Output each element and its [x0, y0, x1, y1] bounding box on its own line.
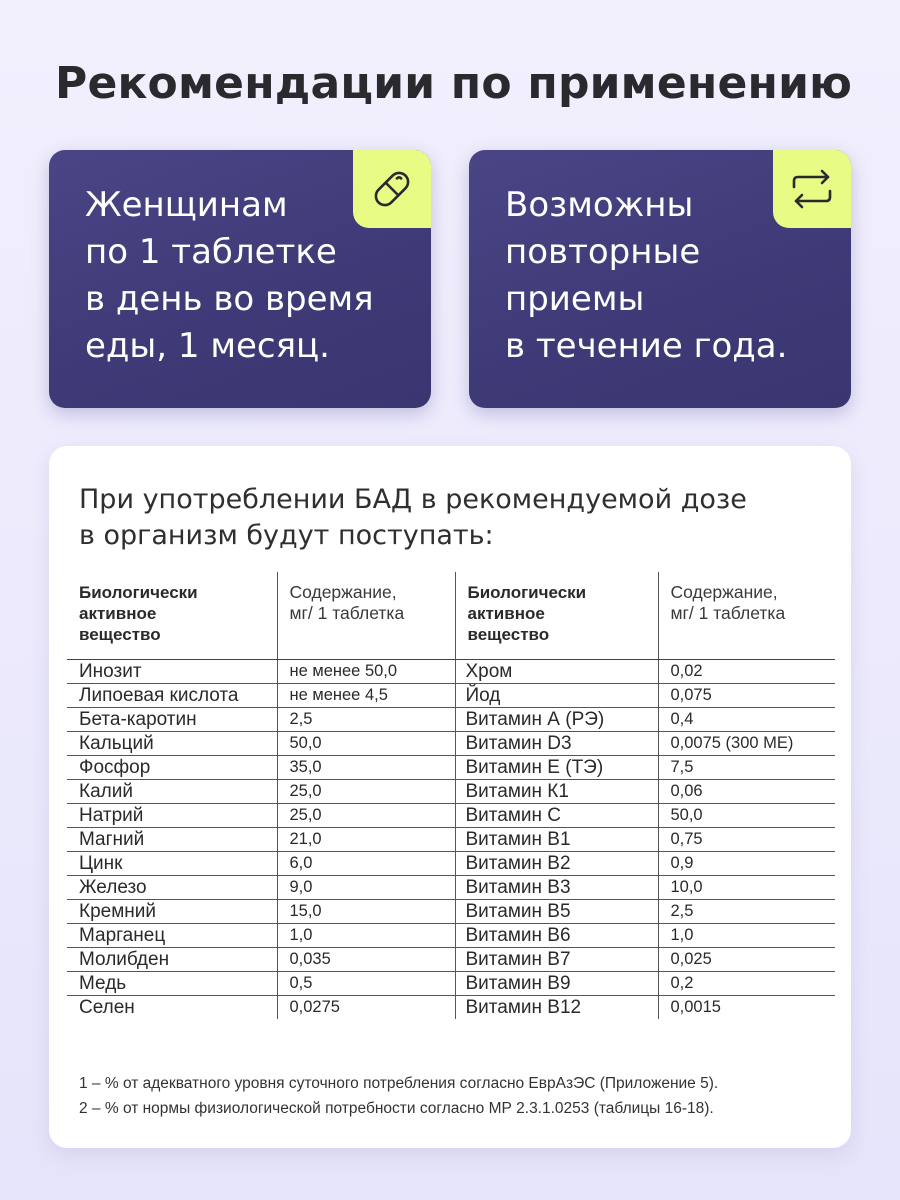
substance-name: Селен: [79, 997, 135, 1018]
substance-amount: 0,0075 (300 МЕ): [658, 732, 835, 756]
header-amount: Содержание, мг/ 1 таблетка: [277, 572, 455, 660]
dosage-card: [49, 150, 431, 408]
repeat-line: приемы: [505, 279, 645, 319]
substance-name: Витамин В2: [455, 852, 658, 876]
substance-name: Медь: [67, 972, 277, 996]
dosage-line: Женщинам: [85, 185, 288, 225]
substance-name: Йод: [455, 684, 658, 708]
table-row: [67, 660, 835, 684]
substance-amount: 0,06: [658, 780, 835, 804]
table-row: [67, 996, 835, 1020]
table-row: [67, 756, 835, 780]
footnote: 1 – % от адекватного уровня суточного потребления согласно ЕврАзЭС (Приложение 5).: [79, 1075, 719, 1092]
substance-amount: 0,2: [658, 972, 835, 996]
table-row: [67, 732, 835, 756]
substance-name: Натрий: [67, 804, 277, 828]
substance-amount: 0,0275: [277, 996, 455, 1020]
table-row: [67, 900, 835, 924]
substance-amount: 0,035: [277, 948, 455, 972]
substance-amount: 0,5: [277, 972, 455, 996]
table-row: [67, 804, 835, 828]
intro-line: При употреблении БАД в рекомендуемой дозе: [79, 484, 747, 515]
substance-amount: 10,0: [658, 876, 835, 900]
substance-amount: 9,0: [277, 876, 455, 900]
repeat-line: в течение года.: [505, 326, 788, 366]
substance-amount: не менее 50,0: [277, 660, 455, 684]
substance-name: Молибден: [67, 948, 277, 972]
header-substance: Биологически активное вещество: [67, 572, 277, 660]
substance-name: Витамин К1: [455, 780, 658, 804]
substance-name: Фосфор: [67, 756, 277, 780]
repeat-icon: [788, 167, 836, 211]
substance-name: Липоевая кислота: [67, 684, 277, 708]
dosage-line: по 1 таблетке: [85, 232, 337, 272]
substance-name: Витамин В9: [455, 972, 658, 996]
table-row: [67, 924, 835, 948]
table-header-row: [67, 572, 835, 660]
repeat-badge: [773, 150, 851, 228]
substance-amount: 1,0: [658, 924, 835, 948]
dosage-line: еды, 1 месяц.: [85, 326, 330, 366]
substance-name: Марганец: [67, 924, 277, 948]
table-row: [67, 948, 835, 972]
substance-name: Цинк: [67, 852, 277, 876]
substance-amount: 50,0: [658, 804, 835, 828]
substance-name: Витамин В6: [455, 924, 658, 948]
substance-amount: 6,0: [277, 852, 455, 876]
repeat-card: [469, 150, 851, 408]
substance-amount: 2,5: [277, 708, 455, 732]
header-amount: Содержание, мг/ 1 таблетка: [658, 572, 835, 660]
substance-name: Кальций: [67, 732, 277, 756]
header-substance: Биологически активное вещество: [455, 572, 658, 660]
footnotes: [79, 1071, 718, 1121]
substance-name: Витамин В12: [455, 996, 658, 1020]
table-row: [67, 708, 835, 732]
substance-name: Витамин С: [455, 804, 658, 828]
substance-amount: 0,0015: [658, 996, 835, 1020]
substance-name: Витамин Е (ТЭ): [455, 756, 658, 780]
substance-amount: 0,9: [658, 852, 835, 876]
substance-name: Железо: [67, 876, 277, 900]
substance-amount: 0,75: [658, 828, 835, 852]
table-row: [67, 684, 835, 708]
substance-name: Витамин В3: [455, 876, 658, 900]
composition-intro: [79, 482, 747, 554]
substance-name: Хром: [455, 660, 658, 684]
table-row: [67, 780, 835, 804]
page-title: Рекомендации по применению: [55, 58, 853, 109]
substance-name: Инозит: [67, 660, 277, 684]
composition-card: [49, 446, 851, 1148]
substance-name: Магний: [67, 828, 277, 852]
substance-amount: не менее 4,5: [277, 684, 455, 708]
footnote: 2 – % от нормы физиологической потребности согласно МР 2.3.1.0253 (таблицы 16-18).: [79, 1100, 714, 1117]
composition-table-wrap: [67, 572, 835, 1019]
intro-line: в организм будут поступать:: [79, 520, 494, 551]
substance-name: Витамин В1: [455, 828, 658, 852]
substance-name: Бета-каротин: [67, 708, 277, 732]
pill-badge: [353, 150, 431, 228]
substance-name: Витамин D3: [455, 732, 658, 756]
table-row: [67, 876, 835, 900]
substance-amount: 0,075: [658, 684, 835, 708]
substance-amount: 0,025: [658, 948, 835, 972]
substance-amount: 25,0: [277, 804, 455, 828]
dosage-line: в день во время: [85, 279, 374, 319]
substance-amount: 1,0: [277, 924, 455, 948]
table-row: [67, 852, 835, 876]
table-row: [67, 972, 835, 996]
substance-name: Калий: [67, 780, 277, 804]
substance-amount: 21,0: [277, 828, 455, 852]
table-row: [67, 828, 835, 852]
substance-amount: 7,5: [658, 756, 835, 780]
substance-name: Витамин В5: [455, 900, 658, 924]
substance-amount: 15,0: [277, 900, 455, 924]
pill-icon: [369, 166, 415, 212]
repeat-line: повторные: [505, 232, 701, 272]
substance-amount: 50,0: [277, 732, 455, 756]
substance-amount: 0,4: [658, 708, 835, 732]
substance-amount: 35,0: [277, 756, 455, 780]
substance-name: Кремний: [67, 900, 277, 924]
substance-amount: 0,02: [658, 660, 835, 684]
substance-amount: 25,0: [277, 780, 455, 804]
composition-table: [67, 572, 835, 1019]
substance-amount: 2,5: [658, 900, 835, 924]
repeat-line: Возможны: [505, 185, 694, 225]
substance-name: Витамин В7: [455, 948, 658, 972]
substance-name: Витамин А (РЭ): [455, 708, 658, 732]
